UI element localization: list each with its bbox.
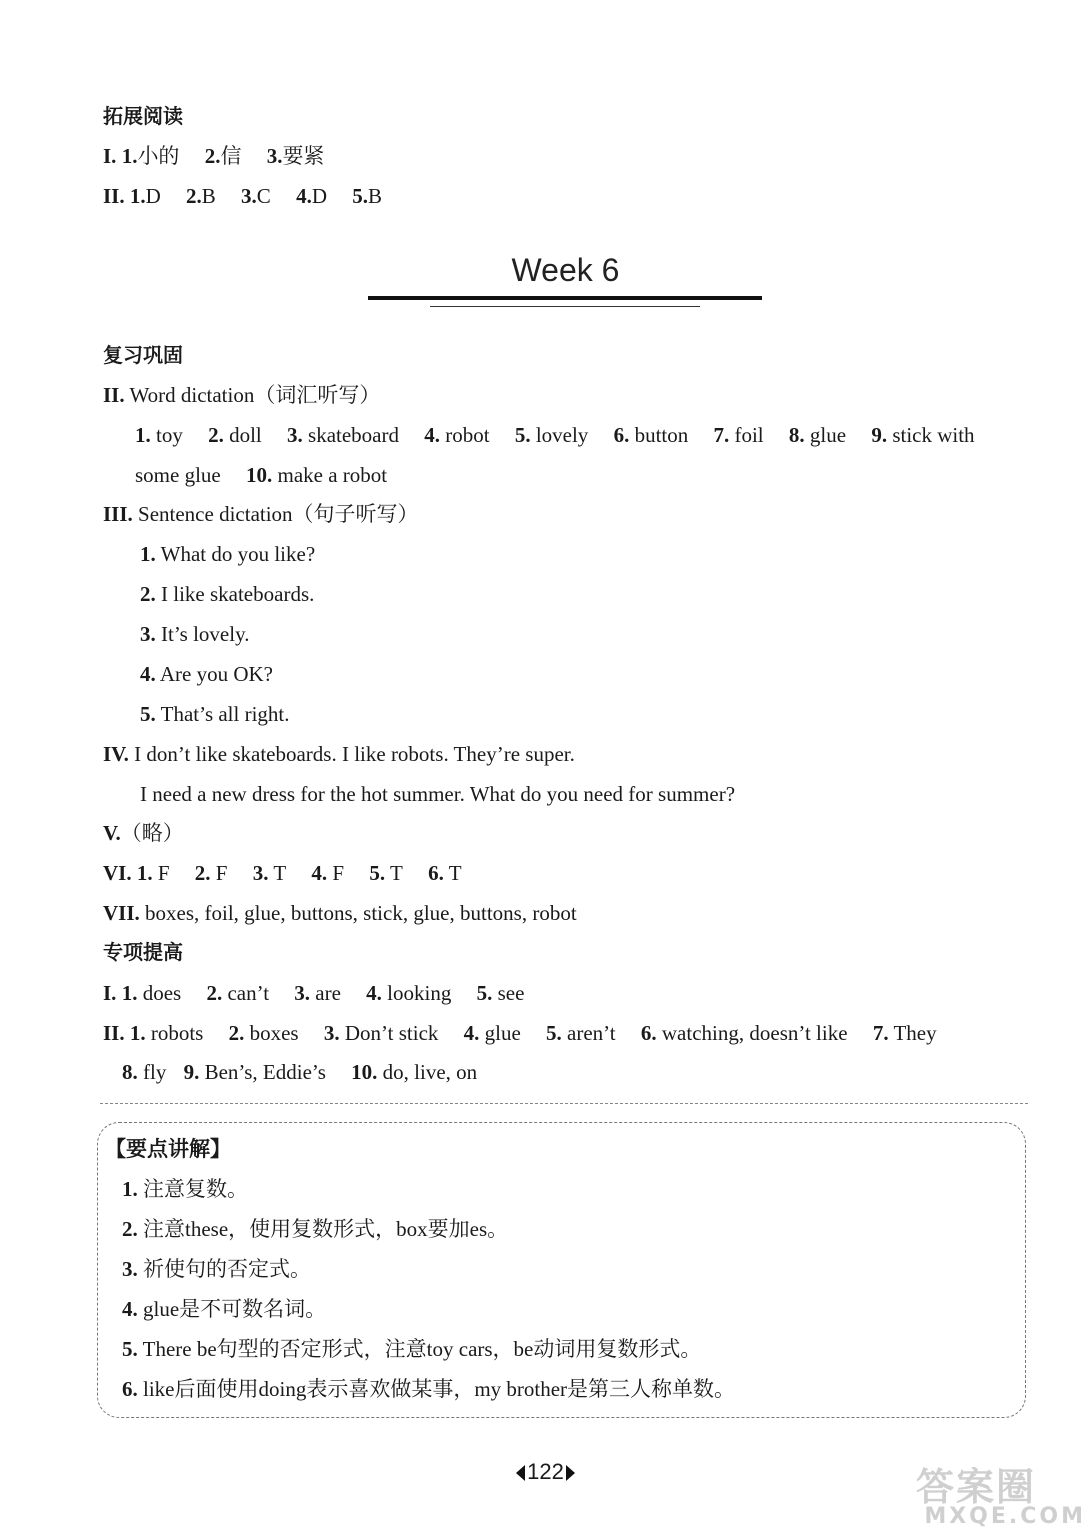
item-text: glue是不可数名词。 xyxy=(143,1297,327,1321)
item-number: 1. xyxy=(135,423,151,447)
improve-heading: 专项提高 xyxy=(103,940,183,964)
item-text: 注意these，使用复数形式，box要加es。 xyxy=(143,1217,509,1241)
item-number: 9. xyxy=(183,1060,200,1084)
item-text: do, live, on xyxy=(382,1060,478,1084)
item-number: 3. xyxy=(287,423,303,447)
review-vii xyxy=(103,899,577,927)
item-text: B xyxy=(367,184,382,208)
item-number: 1. xyxy=(122,1177,138,1201)
item-number: 4. xyxy=(366,981,382,1005)
item-text: Don’t stick xyxy=(344,1021,439,1045)
item-text: button xyxy=(634,423,689,447)
tip-item xyxy=(122,1295,326,1323)
item-text: toy xyxy=(156,423,183,447)
item-text: Ben’s, Eddie’s xyxy=(204,1060,326,1084)
section-divider xyxy=(100,1103,1028,1104)
item-text: stick with xyxy=(892,423,975,447)
item-number: 7. xyxy=(713,423,730,447)
section-title: Word dictation（词汇听写） xyxy=(129,383,381,407)
item-text: That’s all right. xyxy=(160,702,290,726)
item-text: 信 xyxy=(220,144,242,168)
item-number: 3. xyxy=(140,622,156,646)
improve-ii-line-1 xyxy=(103,1019,937,1047)
watermark-top: 答案圈 xyxy=(916,1465,1037,1509)
roman-label: I. xyxy=(103,144,117,168)
tip-item xyxy=(122,1175,248,1203)
tip-item xyxy=(122,1215,508,1243)
watermark-bottom: MXQE.COM xyxy=(924,1504,1086,1529)
item-number: 9. xyxy=(871,423,888,447)
reading-row-1 xyxy=(103,142,324,170)
item-number: 10. xyxy=(245,463,273,487)
item-number: 1. xyxy=(129,1021,146,1045)
item-text: B xyxy=(201,184,216,208)
tip-item xyxy=(122,1375,735,1403)
review-v xyxy=(103,819,184,847)
roman-label: II. xyxy=(103,184,125,208)
item-text: It’s lovely. xyxy=(161,622,250,646)
item-text: They xyxy=(893,1021,937,1045)
item-text: 祈使句的否定式。 xyxy=(143,1257,311,1281)
tips-heading: 【要点讲解】 xyxy=(105,1137,231,1161)
item-text: F xyxy=(157,861,170,885)
item-text: skateboard xyxy=(308,423,399,447)
item-text: 注意复数。 xyxy=(143,1177,248,1201)
item-number: 2. xyxy=(194,861,211,885)
item-text: I like skateboards. xyxy=(161,582,315,606)
item-number: 4. xyxy=(296,184,312,208)
item-text: see xyxy=(497,981,525,1005)
item-number: 3. xyxy=(323,1021,340,1045)
item-number: 3. xyxy=(252,861,269,885)
improve-i xyxy=(103,979,524,1007)
item-text: foil xyxy=(734,423,764,447)
review-ii-line-2 xyxy=(135,461,387,489)
review-heading: 复习巩固 xyxy=(103,343,183,367)
title-rule-thin xyxy=(430,306,700,307)
review-ii-line-1 xyxy=(135,421,975,449)
item-text: aren’t xyxy=(567,1021,616,1045)
item-text: does xyxy=(142,981,182,1005)
watermark-logo xyxy=(916,1465,1086,1530)
review-iii-item xyxy=(140,660,273,688)
item-text: F xyxy=(332,861,345,885)
roman-label: III. xyxy=(103,502,133,526)
item-number: 2. xyxy=(206,981,223,1005)
item-number: 5. xyxy=(514,423,531,447)
item-text: boxes xyxy=(249,1021,299,1045)
item-number: 6. xyxy=(122,1377,138,1401)
item-text: robots xyxy=(150,1021,204,1045)
roman-label: II. xyxy=(103,383,125,407)
reading-row-2 xyxy=(103,182,382,210)
roman-label: VII. xyxy=(103,901,140,925)
item-number: 5. xyxy=(352,184,368,208)
item-number: 5. xyxy=(476,981,493,1005)
roman-label: V. xyxy=(103,821,121,845)
improve-ii-line-2 xyxy=(122,1058,477,1086)
answer-text: boxes, foil, glue, buttons, stick, glue, buttons, robot xyxy=(145,901,577,925)
item-number: 3. xyxy=(122,1257,138,1281)
answer-text: I don’t like skateboards. I like robots. They’re super. xyxy=(134,742,575,766)
item-number: 4. xyxy=(424,423,440,447)
item-number: 2. xyxy=(204,144,221,168)
roman-label: IV. xyxy=(103,742,129,766)
item-number: 5. xyxy=(369,861,386,885)
item-number: 4. xyxy=(311,861,328,885)
item-text: fly xyxy=(143,1060,167,1084)
item-number: 2. xyxy=(122,1217,138,1241)
item-text: D xyxy=(145,184,161,208)
item-text: C xyxy=(256,184,271,208)
item-number: 3. xyxy=(241,184,257,208)
item-text: T xyxy=(448,861,462,885)
item-number: 2. xyxy=(186,184,202,208)
item-text: F xyxy=(215,861,228,885)
item-text: T xyxy=(389,861,403,885)
item-text: Are you OK? xyxy=(159,662,273,686)
review-iii-item xyxy=(140,620,249,648)
review-iv-line-1 xyxy=(103,740,575,768)
item-text: looking xyxy=(387,981,452,1005)
item-number: 6. xyxy=(640,1021,657,1045)
item-text: doll xyxy=(229,423,262,447)
item-text: some glue xyxy=(135,463,221,487)
item-number: 1. xyxy=(140,542,156,566)
review-vi xyxy=(103,859,462,887)
item-number: 1. xyxy=(121,144,138,168)
answer-text: （略） xyxy=(120,821,184,845)
item-number: 2. xyxy=(208,423,224,447)
item-number: 1. xyxy=(121,981,138,1005)
item-number: 7. xyxy=(872,1021,889,1045)
review-ii-title xyxy=(103,381,380,409)
item-text: T xyxy=(273,861,287,885)
item-number: 6. xyxy=(428,861,444,885)
item-text: What do you like? xyxy=(160,542,316,566)
item-number: 6. xyxy=(613,423,630,447)
item-text: robot xyxy=(445,423,490,447)
roman-label: II. xyxy=(103,1021,125,1045)
tip-item xyxy=(122,1335,701,1363)
item-text: glue xyxy=(484,1021,521,1045)
item-number: 10. xyxy=(351,1060,378,1084)
item-text: glue xyxy=(809,423,847,447)
review-iii-item xyxy=(140,540,315,568)
item-text: make a robot xyxy=(277,463,388,487)
item-number: 2. xyxy=(228,1021,245,1045)
review-iv-line-2: I need a new dress for the hot summer. What do you need for summer? xyxy=(140,782,736,806)
item-number: 8. xyxy=(122,1060,138,1084)
review-iii-item xyxy=(140,700,290,728)
title-rule-thick xyxy=(368,296,762,300)
item-number: 1. xyxy=(129,184,146,208)
tip-item xyxy=(122,1255,311,1283)
item-number: 1. xyxy=(136,861,153,885)
item-text: D xyxy=(311,184,327,208)
item-text: can’t xyxy=(227,981,270,1005)
item-number: 5. xyxy=(122,1337,138,1361)
item-number: 8. xyxy=(788,423,805,447)
review-iii-item xyxy=(140,580,314,608)
item-text: There be句型的否定形式，注意toy cars，be动词用复数形式。 xyxy=(142,1337,702,1361)
left-triangle-icon xyxy=(516,1465,525,1481)
item-text: like后面使用doing表示喜欢做某事，my brother是第三人称单数。 xyxy=(143,1377,736,1401)
item-text: lovely xyxy=(535,423,589,447)
review-iii-title xyxy=(103,500,419,528)
item-number: 2. xyxy=(140,582,156,606)
item-text: watching, doesn’t like xyxy=(661,1021,848,1045)
item-number: 4. xyxy=(122,1297,138,1321)
item-text: are xyxy=(315,981,341,1005)
item-number: 5. xyxy=(140,702,156,726)
item-text: 要紧 xyxy=(282,144,325,168)
item-number: 4. xyxy=(140,662,156,686)
reading-heading: 拓展阅读 xyxy=(103,104,183,128)
item-number: 3. xyxy=(266,144,283,168)
roman-label: VI. xyxy=(103,861,132,885)
item-number: 5. xyxy=(546,1021,562,1045)
item-number: 4. xyxy=(463,1021,480,1045)
page-number-text: 122 xyxy=(527,1459,564,1484)
right-triangle-icon xyxy=(566,1465,575,1481)
item-number: 3. xyxy=(294,981,311,1005)
roman-label: I. xyxy=(103,981,117,1005)
section-title: Sentence dictation（句子听写） xyxy=(138,502,419,526)
item-text: 小的 xyxy=(137,144,180,168)
week-title: Week 6 xyxy=(511,252,620,288)
